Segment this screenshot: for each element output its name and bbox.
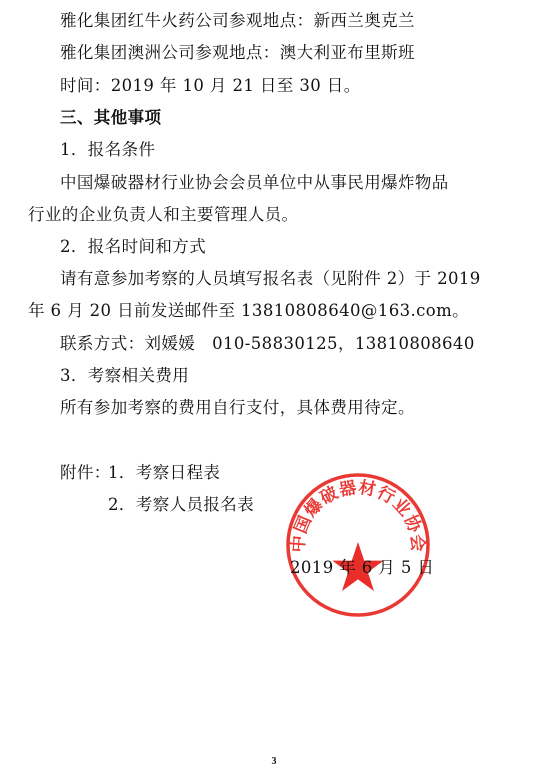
paragraph-line: 请有意参加考察的人员填写报名表（见附件 2）于 2019 [60, 269, 481, 288]
section-heading-other-matters: 三、其他事项 [60, 108, 162, 127]
attachment-item: 2．考察人员报名表 [108, 495, 255, 514]
visit-location-line-2: 雅化集团澳洲公司参观地点：澳大利亚布里斯班 [60, 43, 415, 62]
subheading-registration-method: 2．报名时间和方式 [60, 237, 207, 256]
page-number: 3 [271, 756, 277, 767]
paragraph-line: 年 6 月 20 日前发送邮件至 13810808640@163.com。 [28, 301, 470, 320]
attachments-label: 附件： [60, 463, 111, 482]
document-date: 2019 年 6 月 5 日 [290, 558, 435, 577]
visit-location-line-1: 雅化集团红牛火药公司参观地点：新西兰奥克兰 [60, 11, 415, 30]
contact-line: 联系方式：刘媛媛 010-58830125，13810808640 [60, 334, 475, 353]
attachment-item: 1．考察日程表 [108, 463, 221, 482]
visit-time-line: 时间：2019 年 10 月 21 日至 30 日。 [60, 76, 361, 95]
seal-text: 中国爆破器材行业协会 [288, 477, 428, 554]
subheading-costs: 3．考察相关费用 [60, 366, 190, 385]
paragraph-line: 中国爆破器材行业协会会员单位中从事民用爆炸物品 [60, 173, 449, 192]
subheading-registration-conditions: 1．报名条件 [60, 140, 156, 159]
paragraph-line: 行业的企业负责人和主要管理人员。 [28, 205, 299, 224]
paragraph-line: 所有参加考察的费用自行支付，具体费用待定。 [60, 398, 415, 417]
official-seal-icon [283, 470, 433, 620]
svg-text:中国爆破器材行业协会 [288, 477, 429, 553]
